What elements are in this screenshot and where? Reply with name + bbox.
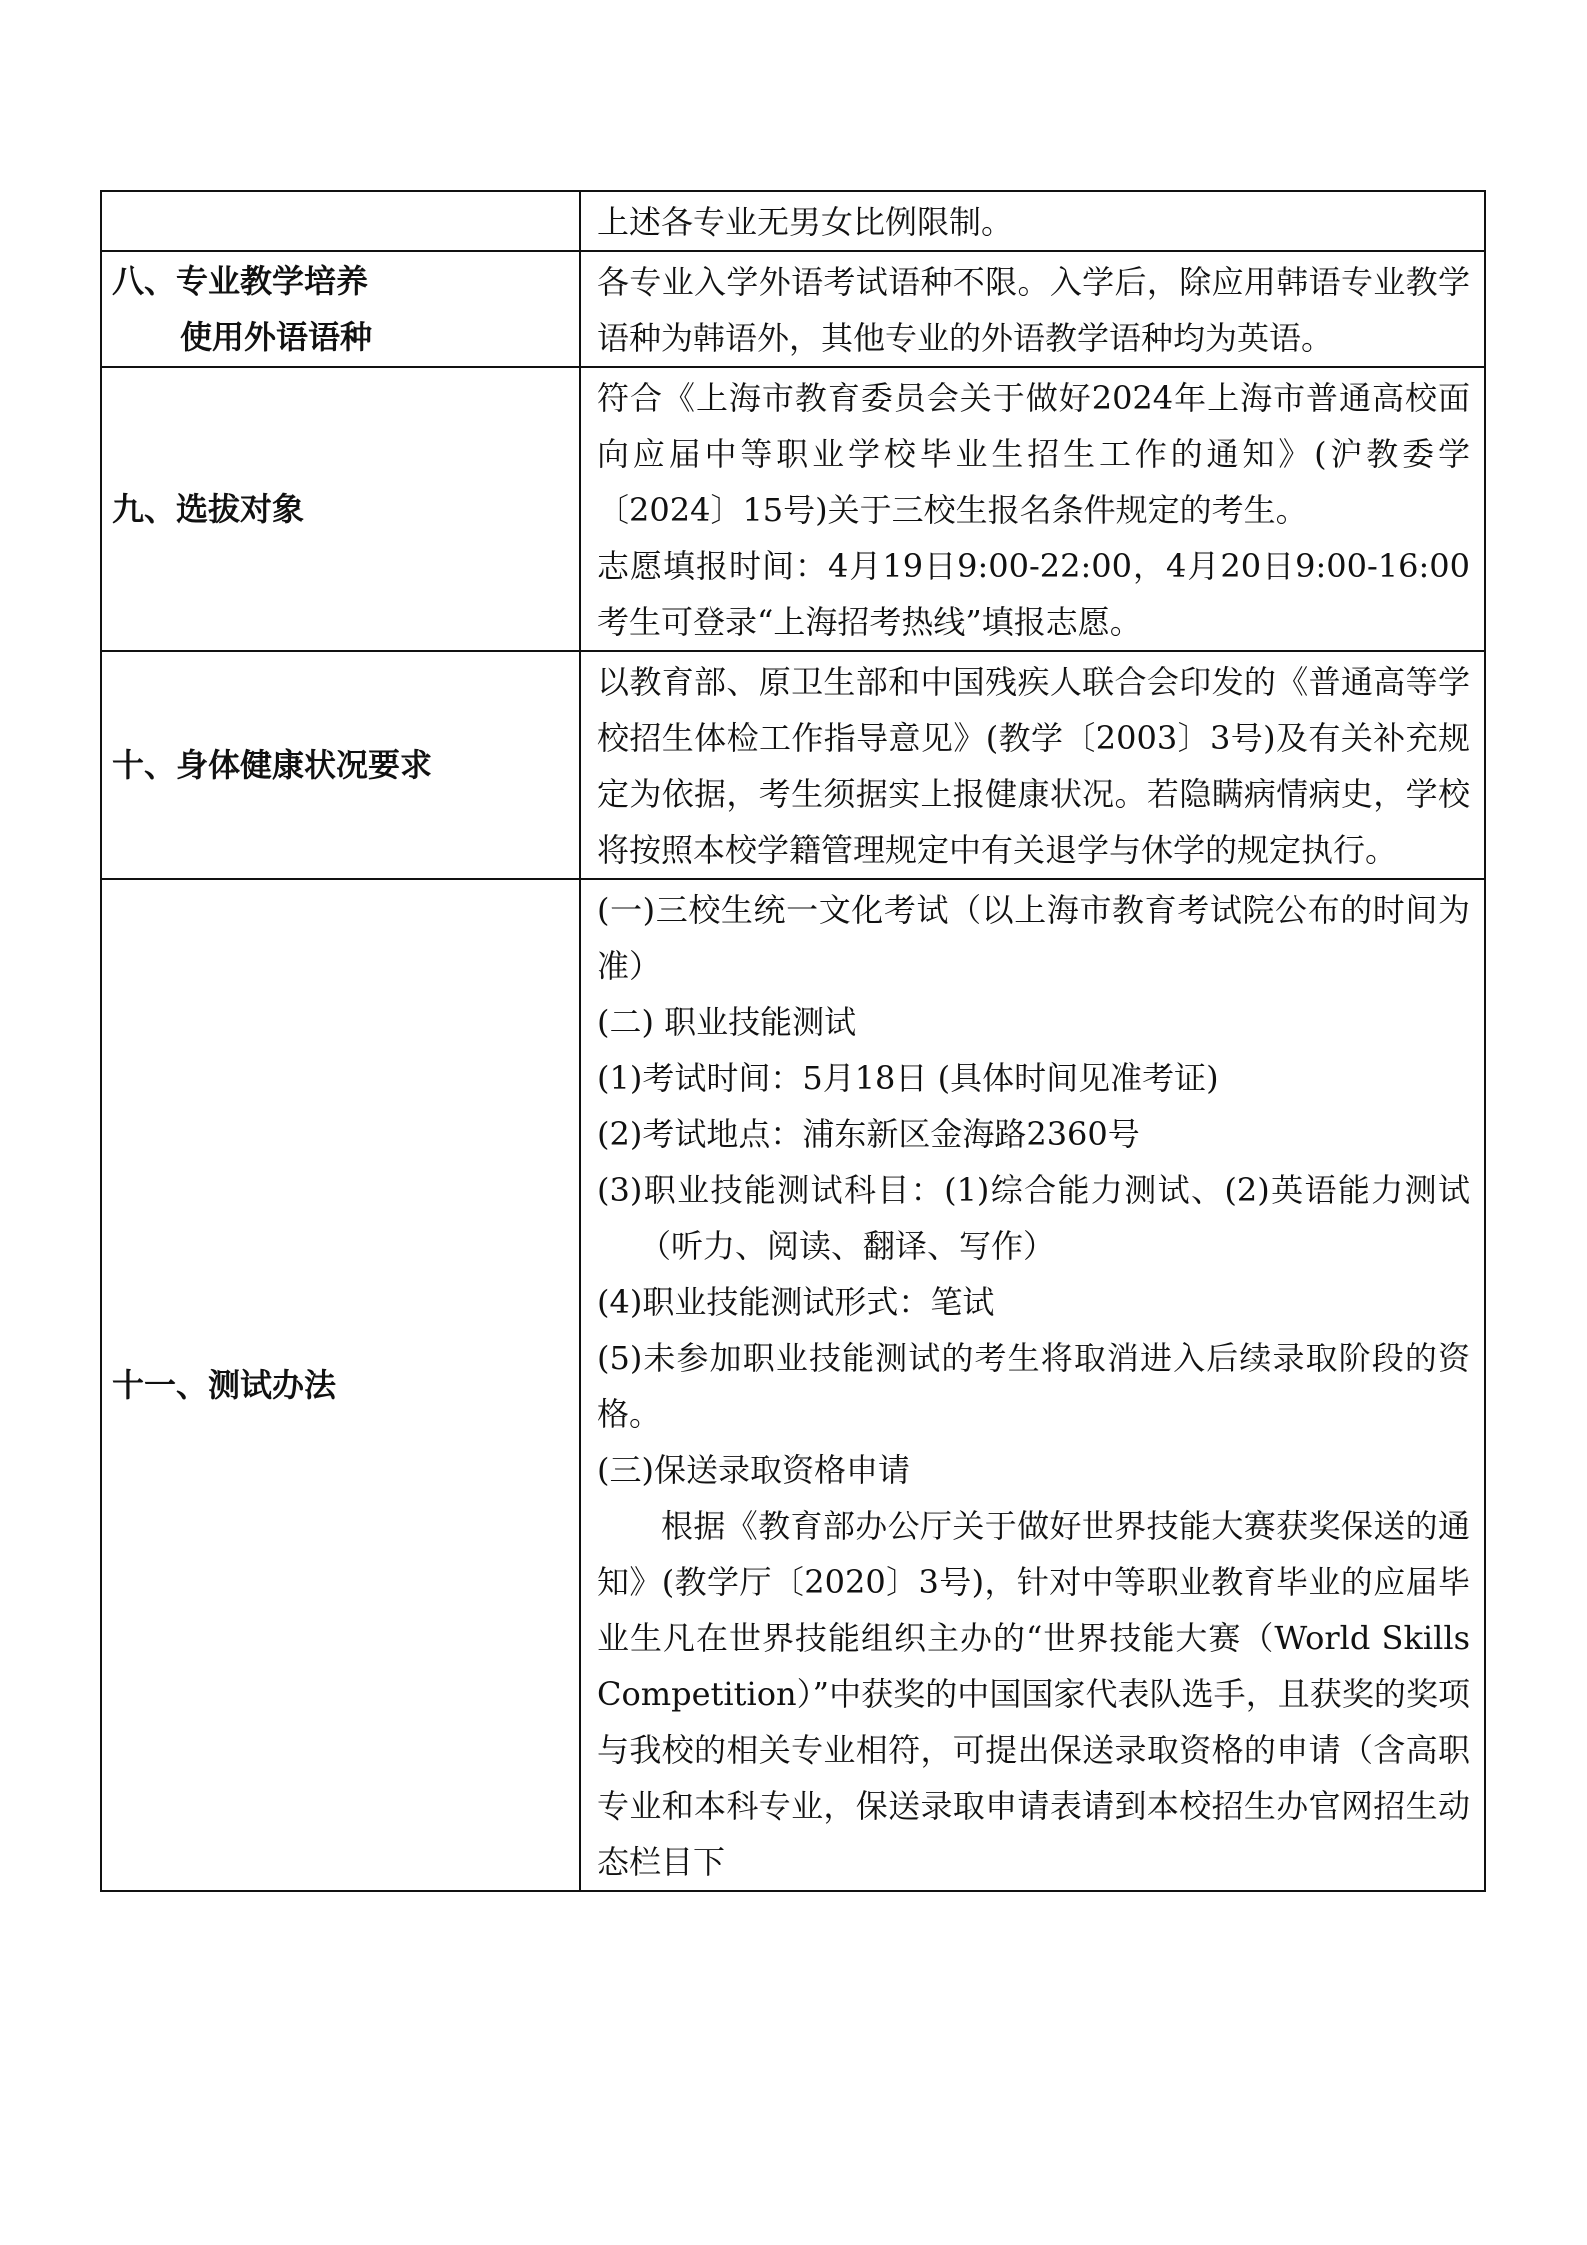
row-label: 九、选拔对象 [112, 490, 305, 528]
row-content-cell [580, 191, 1485, 251]
row-content-cell [580, 651, 1485, 879]
paragraph: (5)未参加职业技能测试的考生将取消进入后续录取阶段的资格。 [597, 1339, 1470, 1433]
row-content-cell [580, 879, 1485, 1891]
paragraph: 各专业入学外语考试语种不限。入学后，除应用韩语专业教学语种为韩语外，其他专业的外语教学语种均为英语。 [597, 263, 1470, 357]
row-content-cell [580, 367, 1485, 651]
admission-info-table [100, 190, 1486, 1892]
row-label-continued: 使用外语语种 [180, 318, 373, 356]
paragraph: (2)考试地点：浦东新区金海路2360号 [597, 1115, 1140, 1153]
table-row [101, 651, 1485, 879]
paragraph: 符合《上海市教育委员会关于做好2024年上海市普通高校面向应届中等职业学校毕业生招生工作的通知》(沪教委学〔2024〕15号)关于三校生报名条件规定的考生。 [597, 379, 1470, 529]
paragraph: 上述各专业无男女比例限制。 [597, 203, 1014, 241]
row-content-cell [580, 251, 1485, 367]
table-row [101, 879, 1485, 1891]
row-label-cell [101, 251, 580, 367]
paragraph: (1)考试时间：5月18日 (具体时间见准考证) [597, 1059, 1219, 1097]
paragraph: (3)职业技能测试科目：(1)综合能力测试、(2)英语能力测试（听力、阅读、翻译、写作） [597, 1171, 1470, 1265]
row-label-cell [101, 367, 580, 651]
paragraph: (一)三校生统一文化考试（以上海市教育考试院公布的时间为准） [597, 891, 1470, 985]
row-label-cell [101, 879, 580, 1891]
row-label: 十一、测试办法 [112, 1366, 337, 1404]
table-row [101, 191, 1485, 251]
row-label-cell [101, 651, 580, 879]
paragraph: (二) 职业技能测试 [597, 1003, 857, 1041]
paragraph: 志愿填报时间：4月19日9:00-22:00，4月20日9:00-16:00考生可登录“上海招考热线”填报志愿。 [597, 547, 1470, 641]
table-row [101, 251, 1485, 367]
paragraph: (4)职业技能测试形式：笔试 [597, 1283, 995, 1321]
row-label-cell [101, 191, 580, 251]
paragraph: 根据《教育部办公厅关于做好世界技能大赛获奖保送的通知》(教学厅〔2020〕3号)，针对中等职业教育毕业的应届毕业生凡在世界技能组织主办的“世界技能大赛（World Skills Competition）”中获奖的中国国家代表队选手，且获奖的奖项与我校的相关专业相符，可提出保送录取资格的申请（含高职专业和本科专业，保送录取申请表请到本校招生办官网招生动态栏目下 [597, 1507, 1470, 1881]
paragraph: (三)保送录取资格申请 [597, 1451, 910, 1489]
table-row [101, 367, 1485, 651]
row-label: 八、专业教学培养 [112, 262, 369, 300]
paragraph: 以教育部、原卫生部和中国残疾人联合会印发的《普通高等学校招生体检工作指导意见》(教学〔2003〕3号)及有关补充规定为依据，考生须据实上报健康状况。若隐瞒病情病史，学校将按照本校学籍管理规定中有关退学与休学的规定执行。 [597, 663, 1470, 869]
row-label: 十、身体健康状况要求 [112, 746, 433, 784]
